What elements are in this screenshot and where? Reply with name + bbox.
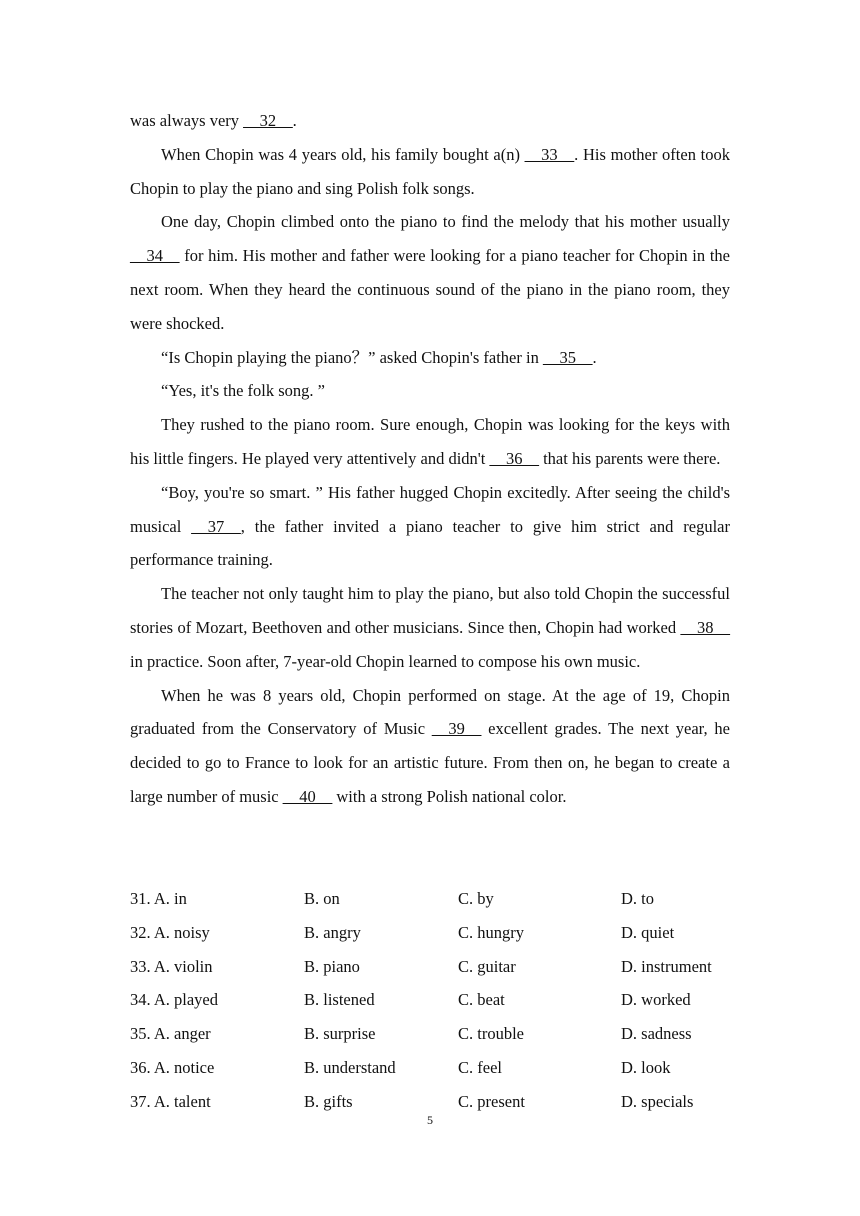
option-choice: B. on [304, 889, 340, 908]
page-number: 5 [427, 1113, 433, 1127]
option-choice: 35. A. anger [130, 1024, 211, 1044]
passage-text [130, 104, 730, 814]
option-choice: D. quiet [621, 922, 675, 942]
paragraph-text: , the father invited a piano teacher to give him strict and regular performance training. [130, 516, 730, 570]
paragraph-text: “Is Chopin playing the piano？” asked Chopin's father in [161, 347, 543, 367]
option-choice: 37. A. talent [130, 1091, 211, 1111]
option-choice: C. feel [458, 1057, 502, 1077]
paragraph [130, 205, 730, 340]
option-choice: B. gifts [304, 1091, 353, 1111]
blank-number: __34__ [130, 246, 180, 266]
blank-number: __39__ [431, 719, 482, 739]
paragraph [130, 408, 730, 476]
option-row [130, 983, 760, 1017]
option-choice: D. look [621, 1057, 671, 1077]
option-choice: 31. A. in [130, 889, 187, 908]
blank-number: __33__ [524, 144, 575, 164]
paragraph-text: . His mother often took Chopin to play the piano and sing Polish folk songs. [130, 144, 730, 198]
answer-options [130, 882, 760, 1119]
option-choice: 34. A. played [130, 990, 218, 1010]
paragraph [130, 138, 730, 206]
paragraph [130, 374, 730, 408]
paragraph-text: One day, Chopin climbed onto the piano to find the melody that his mother usually [161, 212, 730, 232]
option-choice: 32. A. noisy [130, 922, 210, 942]
paragraph-text: “Yes, it's the folk song. ” [161, 381, 326, 401]
paragraph-text: . [592, 347, 597, 367]
paragraph-text: excellent grades. The next year, he decided to go to France to look for an artistic future. From then on, he began to create a large number of music [130, 719, 730, 806]
blank-number: __37__ [191, 516, 241, 536]
paragraph-text: When Chopin was 4 years old, his family bought a(n) [161, 144, 525, 164]
option-choice: C. by [458, 889, 494, 908]
option-row [130, 882, 760, 916]
paragraph [130, 577, 730, 678]
paragraph-text: with a strong Polish national color. [332, 786, 567, 806]
paragraph-text: “Boy, you're so smart. ” His father hugged Chopin excitedly. After seeing the child's musical [130, 482, 730, 536]
blank-number: __38__ [680, 617, 730, 637]
option-row [130, 1051, 760, 1085]
paragraph [130, 679, 730, 814]
blank-number: __40__ [282, 786, 333, 806]
option-choice: B. surprise [304, 1024, 376, 1044]
paragraph-text: . [292, 111, 297, 130]
option-row [130, 1017, 760, 1051]
blank-number: __32__ [243, 111, 293, 130]
paragraph-text: They rushed to the piano room. Sure enough, Chopin was looking for the keys with his little fingers. He played very attentively and didn't [130, 415, 730, 468]
option-choice: C. hungry [458, 922, 524, 942]
option-choice: C. guitar [458, 956, 516, 976]
paragraph [130, 476, 730, 577]
paragraph-text: was always very [130, 111, 244, 130]
option-choice: D. worked [621, 990, 691, 1010]
option-choice: B. piano [304, 956, 360, 976]
option-choice: D. specials [621, 1091, 694, 1111]
option-choice: C. present [458, 1091, 525, 1111]
option-row [130, 950, 760, 984]
paragraph [130, 341, 730, 375]
option-choice: C. trouble [458, 1024, 524, 1044]
option-choice: D. instrument [621, 956, 712, 976]
option-choice: B. listened [304, 990, 375, 1010]
option-choice: D. sadness [621, 1024, 692, 1044]
paragraph-text: When he was 8 years old, Chopin performed on stage. At the age of 19, Chopin graduated from the Conservatory of Music [130, 685, 730, 739]
paragraph-text: in practice. Soon after, 7-year-old Chopin learned to compose his own music. [130, 651, 641, 671]
option-choice: B. angry [304, 922, 361, 942]
option-row [130, 916, 760, 950]
paragraph [130, 104, 730, 138]
paragraph-text: that his parents were there. [538, 448, 721, 468]
option-choice: 33. A. violin [130, 956, 213, 976]
blank-number: __35__ [542, 347, 593, 367]
option-choice: B. understand [304, 1057, 396, 1077]
option-choice: 36. A. notice [130, 1057, 215, 1077]
paragraph-text: The teacher not only taught him to play the piano, but also told Chopin the successful stories of Mozart, Beethoven and other musicians. Since then, Chopin had worked [130, 584, 730, 637]
blank-number: __36__ [489, 448, 539, 468]
option-choice: D. to [621, 889, 654, 908]
option-choice: C. beat [458, 990, 505, 1010]
paragraph-text: for him. His mother and father were looking for a piano teacher for Chopin in the next room. When they heard the continuous sound of the piano in the piano room, they were shocked. [130, 246, 730, 333]
